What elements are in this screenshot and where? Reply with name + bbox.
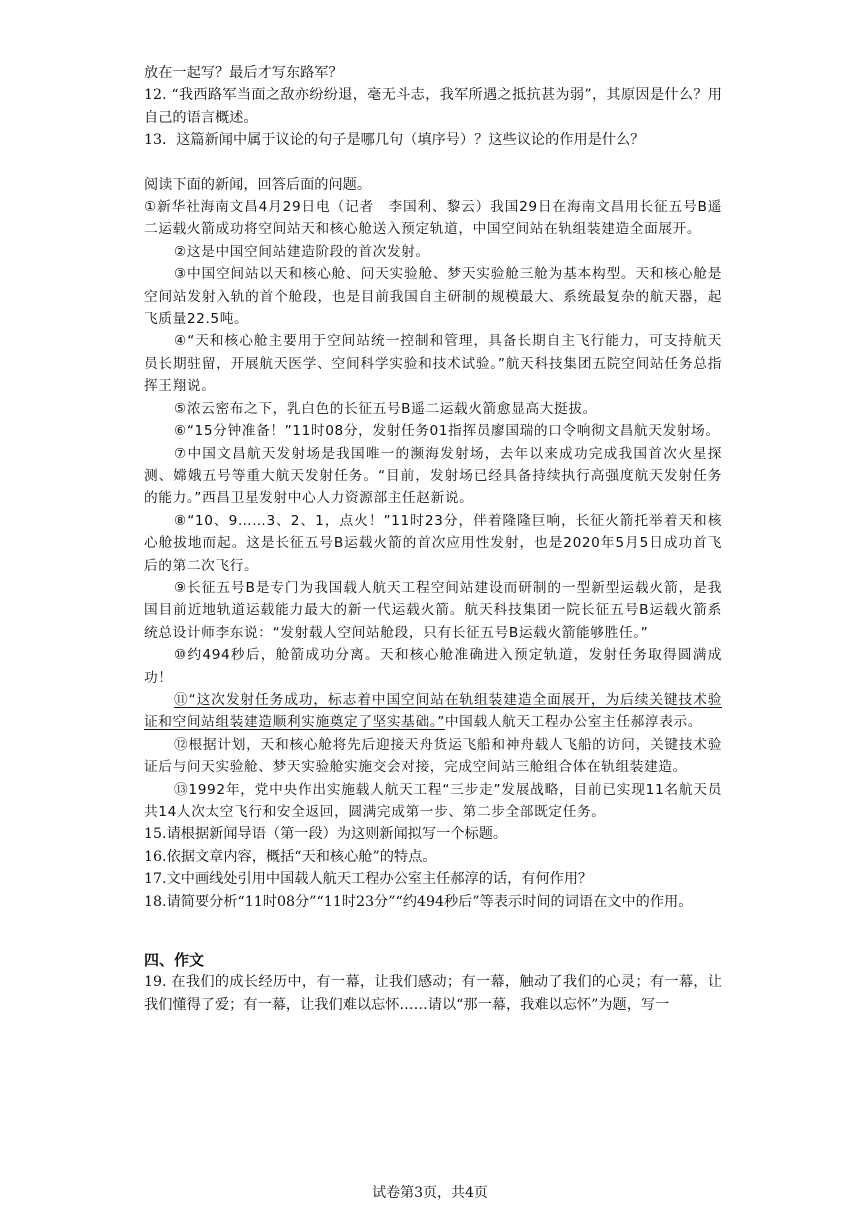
news-paragraph-4: ④“天和核心舱主要用于空间站统一控制和管理，具备长期自主飞行能力，可支持航天员长期驻留，开展航天医学、空间科学实验和技术试验。”航天科技集团五院空间站任务总指挥王翔说。 — [144, 333, 722, 395]
news-paragraph-13: ⑬1992年，党中央作出实施载人航天工程“三步走”发展战略，目前已实现11名航天员共14人次太空飞行和安全返回，圆满完成第一步、第二步全部既定任务。 — [144, 781, 722, 820]
question-13: 13．这篇新闻中属于议论的句子是哪几句（填序号）？这些议论的作用是什么？ — [144, 132, 645, 149]
page-content — [144, 62, 722, 1016]
news-paragraph-10: ⑩约494秒后，舱箭成功分离。天和核心舱准确进入预定轨道，发射任务取得圆满成功！ — [144, 647, 722, 686]
news-paragraph-1: ①新华社海南文昌4月29日电（记者 李国利、黎云）我国29日在海南文昌用长征五号B遥二运载火箭成功将空间站天和核心舱送入预定轨道，中国空间站在轨组装建造全面展开。 — [144, 199, 722, 238]
spacer — [144, 152, 722, 174]
news-paragraph-8: ⑧“10、9……3、2、1，点火！”11时23分，伴着隆隆巨响，长征火箭托举着天和核心舱拔地而起。这是长征五号B运载火箭的首次应用性发射，也是2020年5月5日成功首飞后的第二次飞行。 — [144, 512, 722, 574]
news-paragraph-6: ⑥“15分钟准备！”11时08分，发射任务01指挥员廖国瑞的口令响彻文昌航天发射场。 — [174, 423, 720, 440]
news-paragraph-2: ②这是中国空间站建造阶段的首次发射。 — [174, 243, 430, 260]
question-15: 15.请根据新闻导语（第一段）为这则新闻拟写一个标题。 — [144, 826, 508, 843]
news-paragraph-5: ⑤浓云密布之下，乳白色的长征五号B遥二运载火箭愈显高大挺拔。 — [174, 400, 597, 417]
question-16: 16.依据文章内容，概括“天和核心舱”的特点。 — [144, 848, 437, 865]
news-paragraph-12: ⑫根据计划，天和核心舱将先后迎接天舟货运飞船和神舟载人飞船的访问，关键技术验证后与问天实验舱、梦天实验舱实施交会对接，完成空间站三舱组合体在轨组装建造。 — [144, 736, 722, 776]
page-footer: 试卷第3页，共4页 — [372, 1185, 488, 1201]
news-paragraph-11 — [144, 689, 722, 734]
carryover-line: 放在一起写？最后才写东路军？ — [144, 65, 343, 81]
underlined-quote: ⑪“这次发射任务成功，标志着中国空间站在轨组装建造全面展开，为后续关键技术验证和空间站组装建造顺利实施奠定了坚实基础。” — [144, 691, 722, 731]
news-paragraph-7: ⑦中国文昌航天发射场是我国唯一的濒海发射场，去年以来成功完成我国首次火星探测、嫦娥五号等重大航天发射任务。“目前，发射场已经具备持续执行高强度航天发射任务的能力。”西昌卫星发射中心人力资源部主任赵新说。 — [144, 445, 722, 507]
section-title-composition: 四、作文 — [144, 951, 205, 970]
news-article — [144, 196, 722, 823]
news-paragraph-9: ⑨长征五号B是专门为我国载人航天工程空间站建设而研制的一型新型运载火箭，是我国目前近地轨道运载能力最大的新一代运载火箭。航天科技集团一院长征五号B运载火箭系统总设计师李东说：“发射载人空间站舱段，只有长征五号B运载火箭能够胜任。” — [144, 579, 722, 641]
quote-attribution: 中国载人航天工程办公室主任郝淳表示。 — [444, 714, 703, 731]
news-paragraph-3: ③中国空间站以天和核心舱、问天实验舱、梦天实验舱三舱为基本构型。天和核心舱是空间站发射入轨的首个舱段，也是目前我国自主研制的规模最大、系统最复杂的航天器，起飞质量22.5吨。 — [144, 266, 722, 328]
reading-intro: 阅读下面的新闻，回答后面的问题。 — [144, 176, 372, 193]
question-19: 19. 在我们的成长经历中，有一幕，让我们感动；有一幕，触动了我们的心灵；有一幕，让我们懂得了爱；有一幕，让我们难以忘怀……请以“那一幕，我难以忘怀”为题，写一 — [144, 974, 722, 1013]
question-18: 18.请简要分析“11时08分”“11时23分”“约494秒后”等表示时间的词语在文中的作用。 — [144, 893, 693, 910]
question-12: 12. “我西路军当面之敌亦纷纷退，毫无斗志，我军所遇之抵抗甚为弱”，其原因是什么？用自己的语言概述。 — [144, 87, 722, 126]
question-17: 17.文中画线处引用中国载人航天工程办公室主任郝淳的话，有何作用？ — [144, 871, 593, 888]
